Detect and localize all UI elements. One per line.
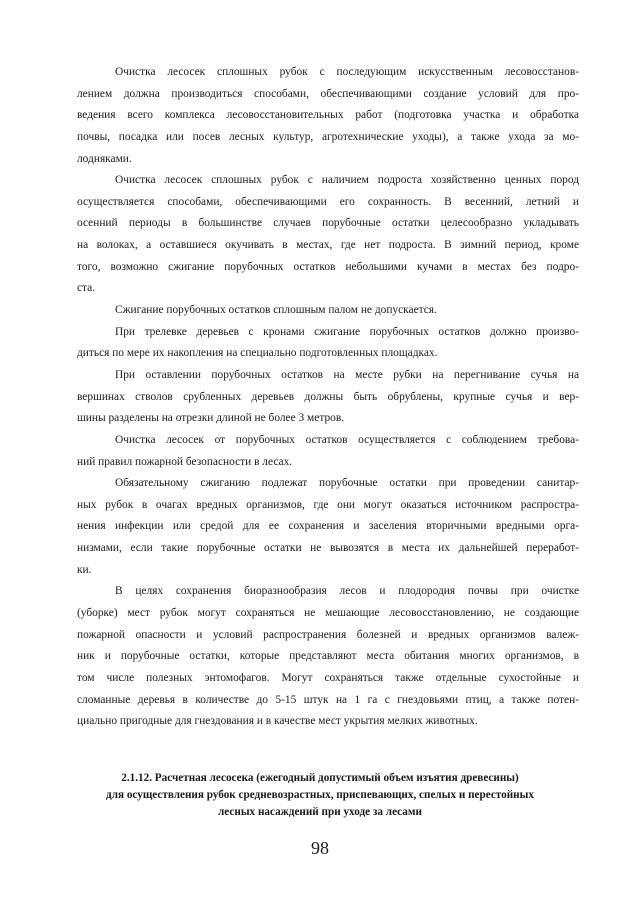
text-line: При трелевке деревьев с кронами сжигание порубочных остатков должно произво-	[115, 325, 579, 338]
text-line: почвы, посадка или посев лесных культур, агротехнические уходы), а также ухода за мо-	[77, 130, 579, 143]
text-line: диться по мере их накопления на специально подготовленных площадках.	[77, 347, 438, 360]
text-line: лением должна производиться способами, обеспечивающими создание условий для про-	[77, 87, 579, 100]
section-heading	[60, 770, 580, 821]
text-line: циально пригодные для гнездования и в качестве мест укрытия мелких животных.	[77, 715, 478, 728]
text-line: того, возможно сжигание порубочных остатков небольшими кучами в местах без подро-	[77, 260, 579, 273]
text-line: осенний периоды в большинстве случаев порубочные остатки целесообразно укладывать	[77, 217, 579, 230]
text-line: на волоках, а оставшиеся окучивать в местах, где нет подроста. В зимний период, кроме	[77, 239, 579, 252]
text-line: Очистка лесосек сплошных рубок с наличием подроста хозяйственно ценных пород	[115, 174, 579, 187]
text-line: Очистка лесосек сплошных рубок с последующим искусственным лесовосстанов-	[115, 66, 579, 78]
text-line: осуществляется способами, обеспечивающими его сохранность. В весенний, летний и	[77, 195, 579, 208]
text-line: нения инфекции или средой для ее сохранения и заселения вторичными вредными орга-	[77, 520, 579, 533]
text-line: лодняками.	[77, 152, 132, 165]
section-heading-line: 2.1.12. Расчетная лесосека (ежегодный допустимый объем изъятия древесины)	[121, 772, 519, 784]
text-line: В целях сохранения биоразнообразия лесов и плодородия почвы при очистке	[115, 585, 579, 598]
section-heading-line: для осуществления рубок средневозрастных, приспевающих, спелых и перестойных	[106, 789, 534, 801]
text-line: Сжигание порубочных остатков сплошным палом не допускается.	[115, 304, 437, 317]
text-line: ник и порубочные остатки, которые представляют места обитания многих организмов, в	[77, 650, 579, 663]
text-line: ста.	[77, 282, 96, 295]
text-line: ки.	[77, 563, 92, 576]
text-line: Обязательному сжиганию подлежат порубочные остатки при проведении санитар-	[115, 477, 579, 490]
page-number: 98	[311, 838, 329, 858]
section-heading-line: лесных насаждений при уходе за лесами	[218, 806, 422, 818]
text-line: том числе полезных энтомофагов. Могут сохраняться также отдельные сухостойные и	[77, 671, 579, 684]
text-line: (уборке) мест рубок могут сохраняться не мешающие лесовосстановлению, не создающие	[77, 607, 579, 620]
text-line: Очистка лесосек от порубочных остатков осуществляется с соблюдением требова-	[115, 433, 579, 446]
text-line: пожарной опасности и условий распространения болезней и вредных организмов валеж-	[77, 628, 579, 641]
body-text	[77, 62, 579, 733]
text-line: шины разделены на отрезки длиной не более 3 метров.	[77, 412, 345, 425]
text-line: сломанные деревья в количестве до 5-15 штук на 1 га с гнездовьями птиц, а также потен-	[77, 693, 579, 706]
text-line: ний правил пожарной безопасности в лесах.	[77, 455, 293, 468]
text-line: вершинах стволов срубленных деревьев должны быть обрублены, крупные сучья и вер-	[77, 390, 579, 403]
text-line: При оставлении порубочных остатков на месте рубки на перегнивание сучья на	[115, 368, 579, 381]
text-line: ведения всего комплекса лесовосстановительных работ (подготовка участка и обработка	[77, 109, 579, 122]
text-line: ных рубок в очагах вредных организмов, где они могут оказаться источником распростра-	[77, 498, 579, 511]
text-line: низмами, если такие порубочные остатки не вывозятся в места их дальнейшей переработ-	[77, 542, 579, 555]
